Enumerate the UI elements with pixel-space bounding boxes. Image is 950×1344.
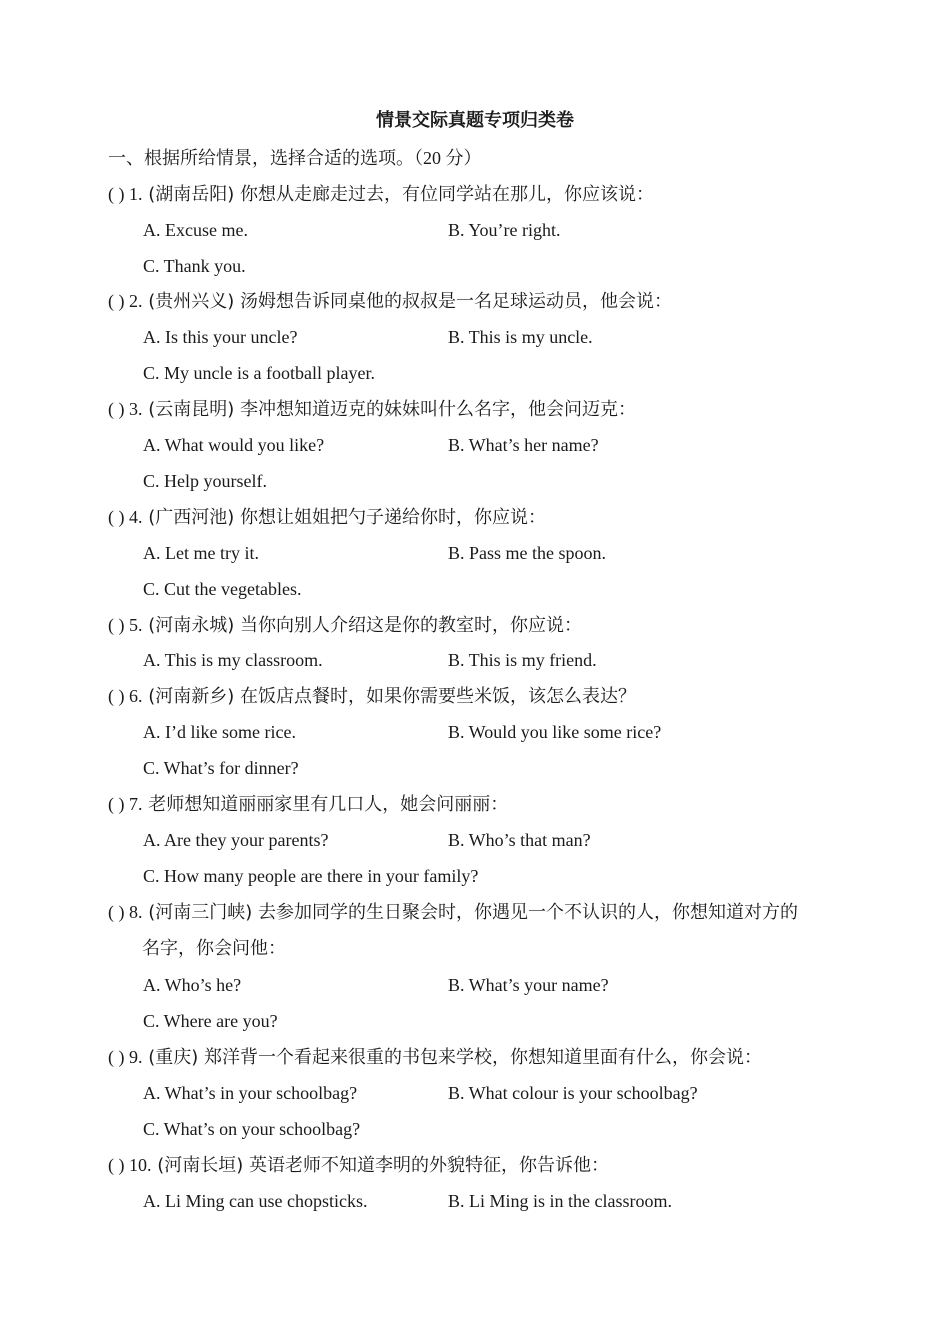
question-source: (湖南岳阳) [148, 184, 235, 205]
question-7 [108, 791, 508, 818]
question-text: 汤姆想告诉同桌他的叔叔是一名足球运动员，他会说： [240, 291, 673, 312]
question-source: (重庆) [148, 1047, 199, 1068]
question-source: (云南昆明) [148, 399, 235, 420]
section-heading [108, 145, 482, 172]
question-source: (河南新乡) [148, 686, 235, 707]
question-text: 你想从走廊走过去，有位同学站在那儿，你应该说： [240, 184, 655, 205]
option-c[interactable]: C. My uncle is a football player. [143, 363, 375, 383]
option-c[interactable]: C. How many people are there in your family? [143, 866, 479, 886]
option-a[interactable]: A. Let me try it. [143, 543, 259, 563]
option-a[interactable]: A. Is this your uncle? [143, 327, 298, 347]
option-b[interactable]: B. You’re right. [448, 220, 561, 240]
question-1 [108, 181, 654, 208]
option-a[interactable]: A. This is my classroom. [143, 650, 323, 670]
question-source: (广西河池) [148, 507, 235, 528]
option-b[interactable]: B. Li Ming is in the classroom. [448, 1191, 672, 1211]
option-c[interactable]: C. What’s on your schoolbag? [143, 1119, 361, 1139]
option-c[interactable]: C. Thank you. [143, 256, 246, 276]
question-8 [108, 899, 798, 926]
question-text: 郑洋背一个看起来很重的书包来学校，你想知道里面有什么，你会说： [204, 1047, 763, 1068]
option-b[interactable]: B. Who’s that man? [448, 830, 591, 850]
question-number: ( ) 5. [108, 615, 143, 635]
page-title: 情景交际真题专项归类卷 [376, 110, 574, 131]
question-source: (河南三门峡) [148, 902, 253, 923]
option-c[interactable]: C. Help yourself. [143, 471, 267, 491]
question-number: ( ) 6. [108, 686, 143, 706]
question-number: ( ) 10. [108, 1155, 152, 1175]
question-source: (河南长垣) [157, 1155, 244, 1176]
option-b[interactable]: B. This is my friend. [448, 650, 597, 670]
option-b[interactable]: B. What’s your name? [448, 975, 609, 995]
question-number: ( ) 4. [108, 507, 143, 527]
question-number: ( ) 3. [108, 399, 143, 419]
question-10 [108, 1152, 609, 1179]
question-text: 英语老师不知道李明的外貌特征，你告诉他： [249, 1155, 610, 1176]
option-a[interactable]: A. Li Ming can use chopsticks. [143, 1191, 368, 1211]
question-5 [108, 612, 582, 639]
option-c[interactable]: C. Where are you? [143, 1011, 278, 1031]
option-b[interactable]: B. Pass me the spoon. [448, 543, 607, 563]
option-a[interactable]: A. What’s in your schoolbag? [143, 1083, 358, 1103]
section-heading-text: 一、根据所给情景，选择合适的选项。 [108, 148, 414, 169]
question-number: ( ) 7. [108, 794, 143, 814]
option-a[interactable]: A. What would you like? [143, 435, 325, 455]
option-b[interactable]: B. What colour is your schoolbag? [448, 1083, 698, 1103]
question-text-continuation: 名字，你会问他： [142, 938, 286, 959]
question-2 [108, 288, 672, 315]
question-text: 在饭店点餐时，如果你需要些米饭，该怎么表达？ [240, 686, 637, 707]
question-source: (贵州兴义) [148, 291, 235, 312]
question-text: 去参加同学的生日聚会时，你遇见一个不认识的人，你想知道对方的 [258, 902, 799, 923]
option-a[interactable]: A. Excuse me. [143, 220, 248, 240]
option-b[interactable]: B. Would you like some rice? [448, 722, 662, 742]
question-4 [108, 504, 546, 531]
option-a[interactable]: A. Are they your parents? [143, 830, 329, 850]
question-source: (河南永城) [148, 615, 235, 636]
option-c[interactable]: C. Cut the vegetables. [143, 579, 302, 599]
option-c[interactable]: C. What’s for dinner? [143, 758, 299, 778]
option-b[interactable]: B. This is my uncle. [448, 327, 593, 347]
question-9 [108, 1044, 762, 1071]
question-3 [108, 396, 636, 423]
question-number: ( ) 9. [108, 1047, 143, 1067]
option-a[interactable]: A. I’d like some rice. [143, 722, 296, 742]
question-number: ( ) 8. [108, 902, 143, 922]
question-text: 李冲想知道迈克的妹妹叫什么名字，他会问迈克： [240, 399, 637, 420]
question-6 [108, 683, 636, 710]
option-a[interactable]: A. Who’s he? [143, 975, 242, 995]
question-text: 当你向别人介绍这是你的教室时，你应说： [240, 615, 583, 636]
option-b[interactable]: B. What’s her name? [448, 435, 599, 455]
question-number: ( ) 1. [108, 184, 143, 204]
section-score: （20 分） [414, 148, 482, 168]
question-text: 老师想知道丽丽家里有几口人，她会问丽丽： [148, 794, 509, 815]
question-number: ( ) 2. [108, 291, 143, 311]
question-text: 你想让姐姐把勺子递给你时，你应说： [240, 507, 547, 528]
